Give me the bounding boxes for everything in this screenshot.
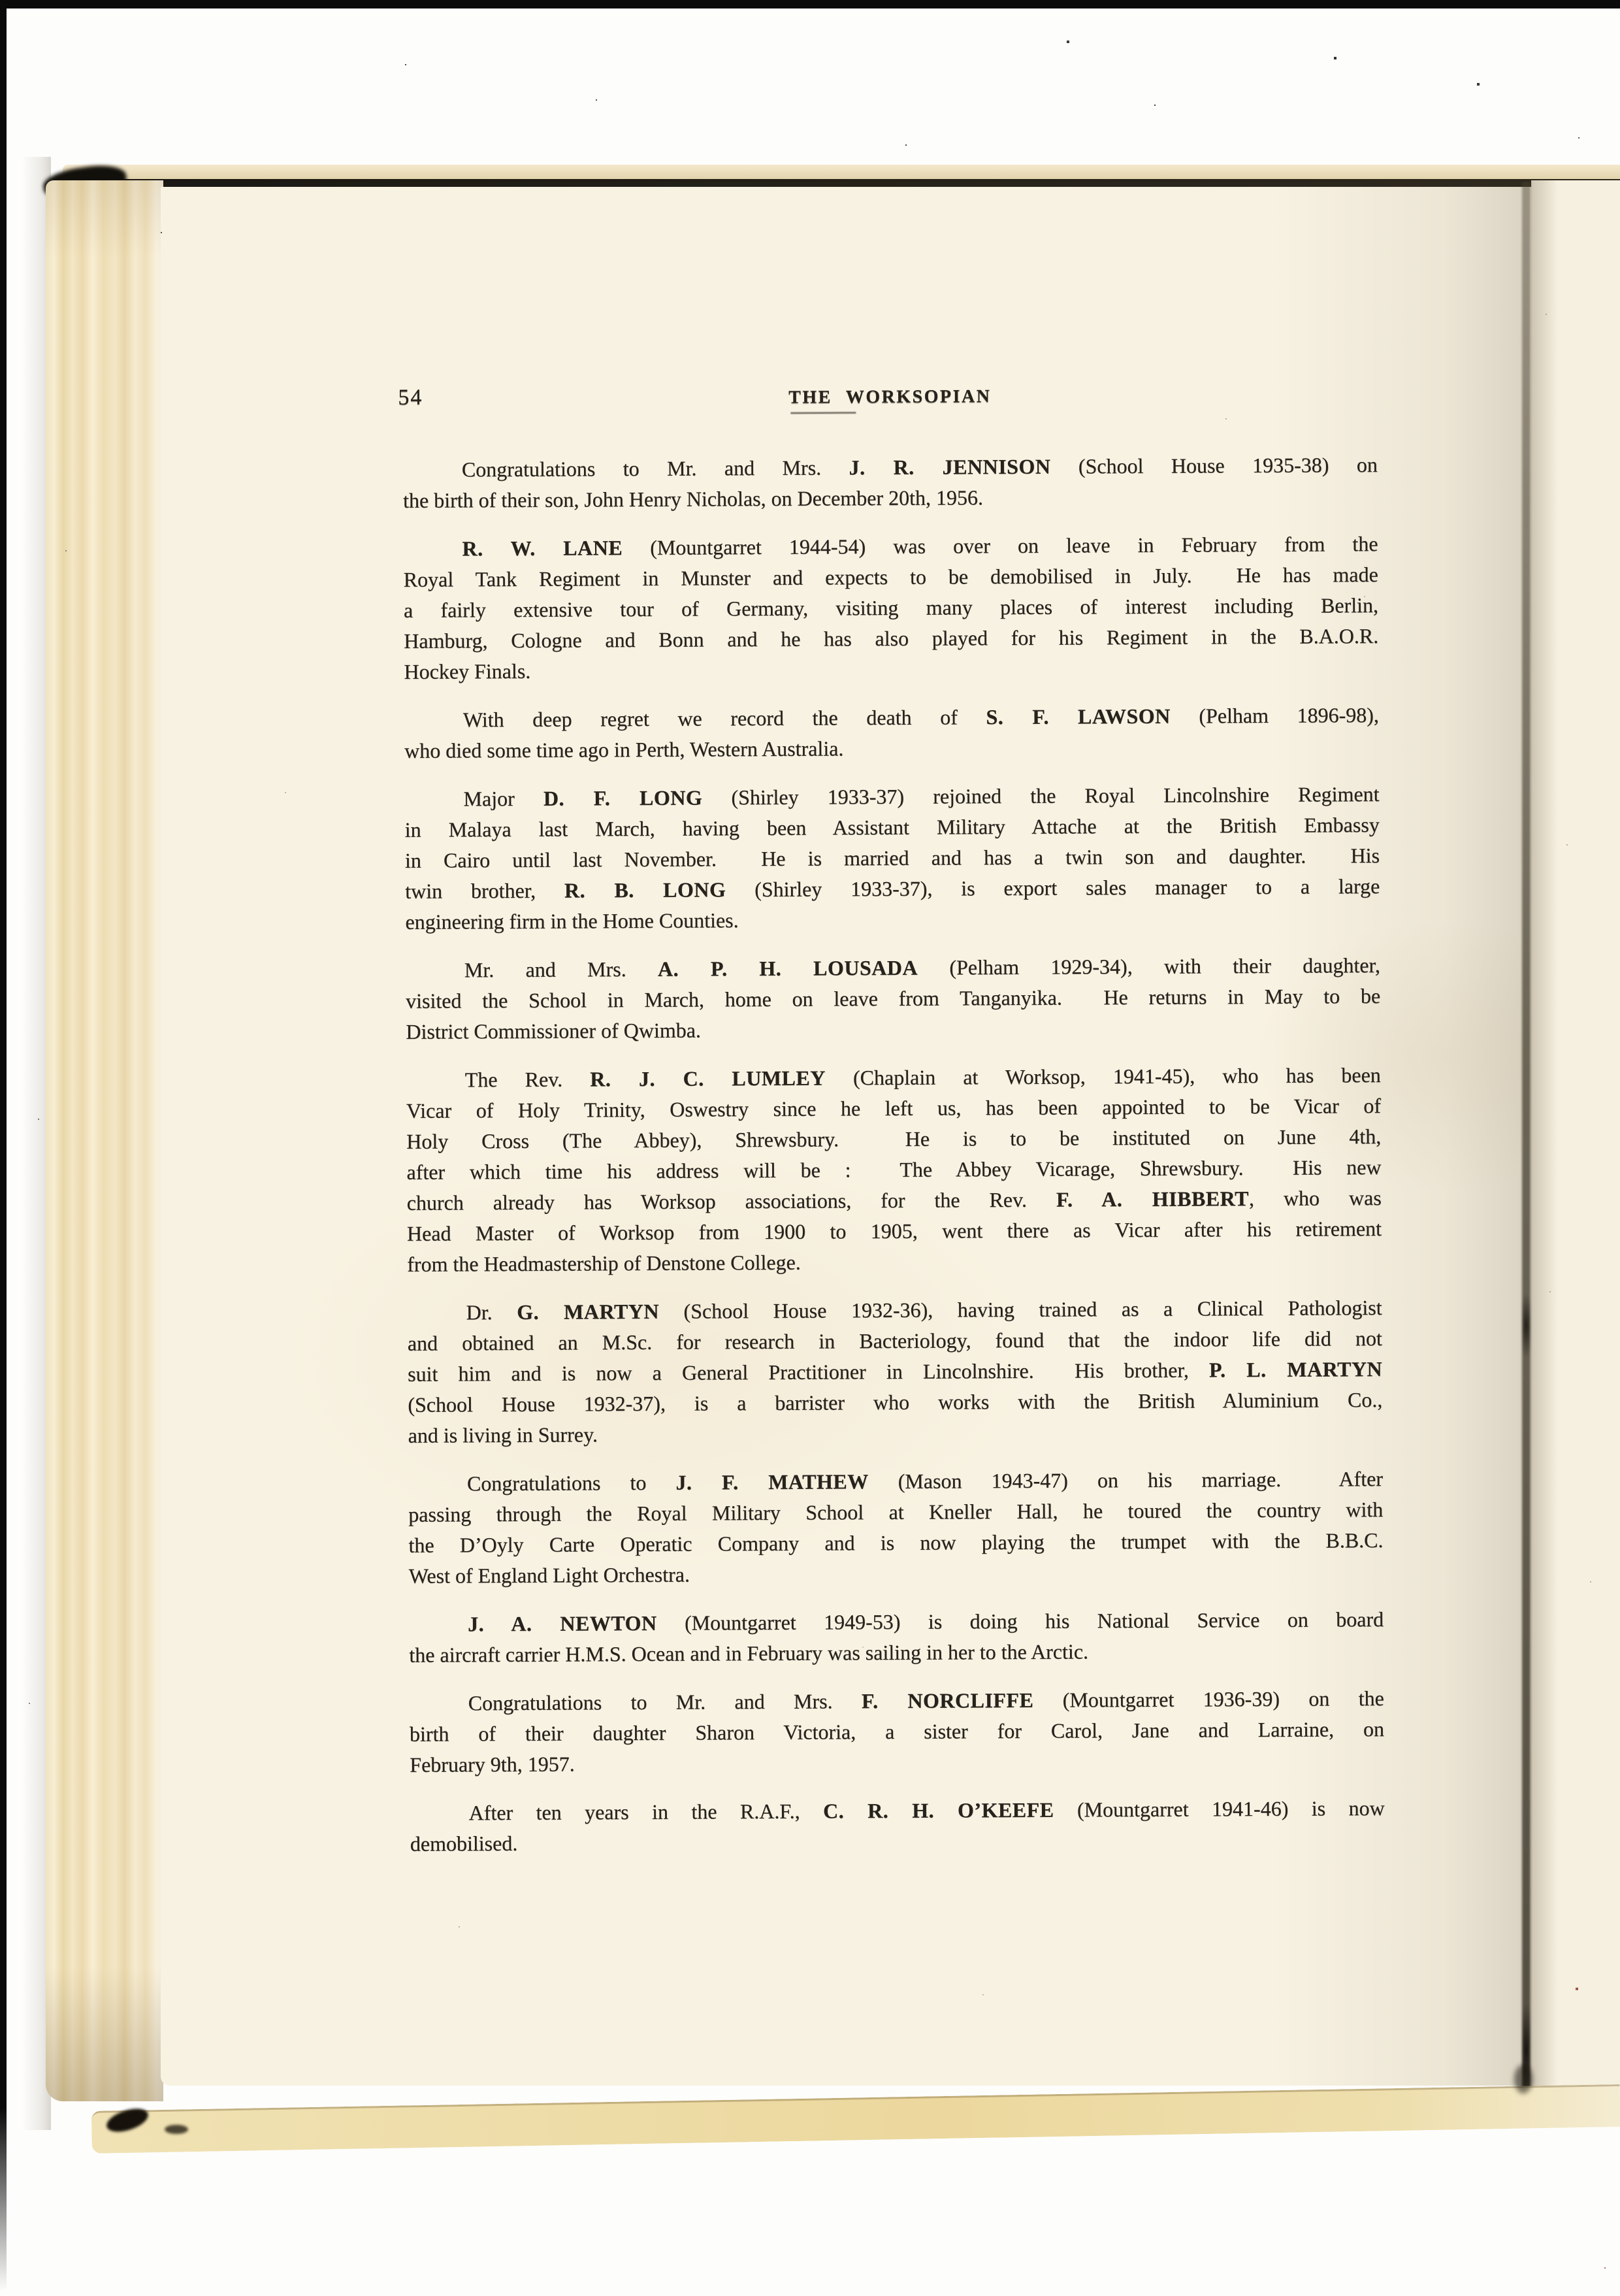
text-line: the D’Oyly Carte Operatic Company and is now playing the trumpet with the B.B.C.: [408, 1528, 1384, 1557]
text-line: Major D. F. LONG (Shirley 1933-37) rejoined the Royal Lincolnshire Regiment: [463, 782, 1380, 811]
text-line: After ten years in the R.A.F., C. R. H. O’KEEFE (Mountgarret 1941-46) is now: [468, 1796, 1385, 1825]
text-line: (School House 1932-37), is a barrister who works with the British Aluminium Co.,: [408, 1387, 1383, 1417]
paragraph: [403, 529, 1378, 687]
text-line: suit him and is now a General Practitioner in Lincolnshire. His brother, P. L. MARTYN: [408, 1356, 1383, 1386]
text-line: the aircraft carrier H.M.S. Ocean and in February was sailing in her to the Arctic.: [409, 1639, 1089, 1667]
paragraph: [407, 1292, 1382, 1451]
text-line: February 9th, 1957.: [410, 1752, 575, 1777]
paragraph: [406, 1060, 1382, 1280]
text-line: The Rev. R. J. C. LUMLEY (Chaplain at Worksop, 1941-45), who has been: [464, 1063, 1381, 1092]
person-name: C. R. H. O’KEEFE: [822, 1797, 1054, 1823]
text-line: Hamburg, Cologne and Bonn and he has also played for his Regiment in the B.A.O.R.: [404, 624, 1379, 653]
person-name: G. MARTYN: [517, 1299, 660, 1324]
paragraph: [404, 779, 1380, 938]
text-line: engineering firm in the Home Counties.: [405, 908, 739, 934]
text-line: J. A. NEWTON (Mountgarret 1949-53) is doing his National Service on board: [468, 1607, 1384, 1636]
text-line: Head Master of Worksop from 1900 to 1905, went there as Vicar after his retirement: [406, 1216, 1382, 1245]
person-name: D. F. LONG: [543, 785, 703, 810]
scan-border-top: [0, 0, 1620, 8]
text-line: church already has Worksop associations, for the Rev. F. A. HIBBERT, who was: [406, 1185, 1382, 1215]
text-line: Mr. and Mrs. A. P. H. LOUSADA (Pelham 1929-34), with their daughter,: [464, 953, 1380, 982]
paragraph: [403, 450, 1378, 516]
text-line: the birth of their son, John Henry Nicholas, on December 20th, 1956.: [403, 485, 983, 512]
title-print-artifact: [790, 412, 856, 414]
text-block: [403, 450, 1385, 1877]
text-line: and is living in Surrey.: [408, 1422, 598, 1447]
text-line: from the Headmastership of Denstone College.: [407, 1250, 801, 1276]
text-line: and obtained an M.Sc. for research in Bacteriology, found that the indoor life did not: [407, 1326, 1382, 1355]
text-line: who died some time ago in Perth, Western Australia.: [404, 736, 844, 763]
paragraph: [406, 950, 1381, 1047]
text-line: Congratulations to J. F. MATHEW (Mason 1943-47) on his marriage. After: [466, 1466, 1384, 1496]
paragraph: [408, 1464, 1384, 1592]
person-name: F. A. HIBBERT: [1056, 1187, 1250, 1211]
page-number: 54: [398, 385, 423, 410]
text-line: Congratulations to Mr. and Mrs. F. NORCLIFFE (Mountgarret 1936-39) on the: [468, 1686, 1384, 1715]
person-name: R. W. LANE: [462, 536, 623, 561]
journal-title: THE WORKSOPIAN: [788, 386, 992, 408]
text-line: passing through the Royal Military School at Kneller Hall, he toured the country with: [408, 1497, 1384, 1526]
text-line: visited the School in March, home on leave from Tanganyika. He returns in May to be: [406, 984, 1381, 1013]
text-line: Dr. G. MARTYN (School House 1932-36), having trained as a Clinical Pathologist: [466, 1295, 1382, 1324]
paragraph: [410, 1793, 1384, 1860]
text-line: Hockey Finals.: [404, 659, 531, 683]
text-line: demobilised.: [410, 1831, 518, 1856]
text-line: Royal Tank Regiment in Munster and expects to be demobilised in July. He has made: [403, 563, 1378, 591]
text-line: in Malaya last March, having been Assistant Military Attache at the British Embassy: [404, 813, 1380, 842]
person-name: P. L. MARTYN: [1208, 1356, 1383, 1382]
person-name: R. J. C. LUMLEY: [590, 1066, 826, 1091]
text-line: after which time his address will be : The Abbey Vicarage, Shrewsbury. His new: [406, 1155, 1382, 1184]
person-name: J. F. MATHEW: [675, 1469, 869, 1494]
text-line: birth of their daughter Sharon Victoria, a sister for Carol, Jane and Larraine, on: [409, 1716, 1385, 1746]
person-name: F. NORCLIFFE: [861, 1688, 1034, 1713]
person-name: J. A. NEWTON: [468, 1611, 657, 1636]
text-line: a fairly extensive tour of Germany, visiting many places of interest including Berlin,: [403, 593, 1379, 622]
person-name: S. F. LAWSON: [986, 704, 1171, 729]
text-line: With deep regret we record the death of S. F. LAWSON (Pelham 1896-98),: [462, 703, 1379, 732]
text-line: in Cairo until last November. He is married and has a twin son and daughter. His: [404, 844, 1380, 872]
person-name: A. P. H. LOUSADA: [657, 955, 918, 981]
person-name: R. B. LONG: [564, 877, 726, 902]
text-line: Vicar of Holy Trinity, Oswestry since he left us, has been appointed to be Vicar of: [406, 1094, 1382, 1123]
text-line: Congratulations to Mr. and Mrs. J. R. JENNISON (School House 1935-38) on: [461, 453, 1378, 482]
person-name: J. R. JENNISON: [849, 454, 1051, 480]
text-line: R. W. LANE (Mountgarret 1944-54) was over on leave in February from the: [462, 532, 1378, 561]
scan-border-left: [0, 0, 7, 2291]
paragraph: [409, 1604, 1384, 1671]
text-line: twin brother, R. B. LONG (Shirley 1933-37), is export sales manager to a large: [405, 874, 1380, 903]
paragraph: [404, 700, 1379, 766]
text-line: West of England Light Orchestra.: [408, 1562, 690, 1588]
text-line: Holy Cross (The Abbey), Shrewsbury. He is to be instituted on June 4th,: [406, 1124, 1382, 1153]
text-line: District Commissioner of Qwimba.: [406, 1018, 701, 1043]
paragraph: [410, 1683, 1385, 1780]
